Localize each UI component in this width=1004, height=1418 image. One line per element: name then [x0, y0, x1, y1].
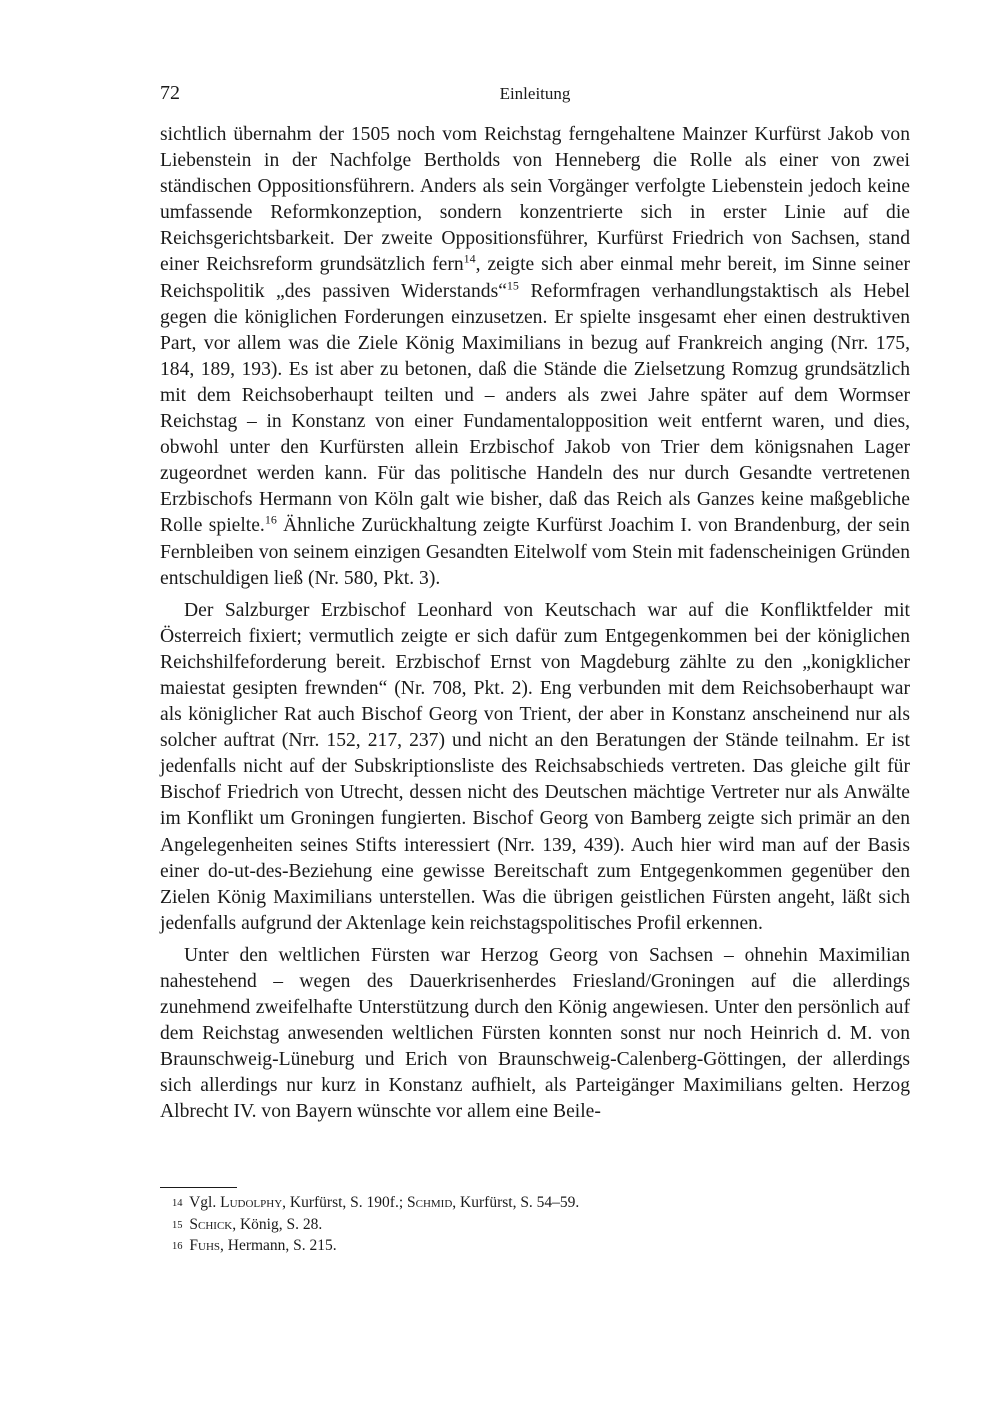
- footnote-text: , König, S. 28.: [232, 1215, 323, 1233]
- paragraph-text-segment: , zeigte sich aber einmal mehr bereit, im Sinne seiner Reichspolitik „des passiven Widerstands“: [160, 254, 910, 302]
- footnote-divider: [160, 1187, 237, 1188]
- footnote-author: Schmid: [407, 1194, 453, 1211]
- paragraph-text-segment: sichtlich übernahm der 1505 noch vom Reichstag ferngehaltene Mainzer Kurfürst Jakob von Liebenstein in der Nachfolge Bertholds von Henneberg die Rolle als einer von zwei ständischen Oppositionsführern. Anders als sein Vorgänger verfolgte Liebenstein jedoch keine umfassende Reformkonzeption, sondern konzentrierte sich in erster Linie auf die Reichsgerichtsbarkeit. Der zweite Oppositionsführer, Kurfürst Friedrich von Sachsen, stand einer Reichsreform grundsätzlich fern: [160, 124, 910, 276]
- footnotes: [160, 1193, 910, 1258]
- footnote-text: Vgl.: [189, 1194, 221, 1211]
- footnote-text: , Kurfürst, S. 190f.;: [282, 1194, 407, 1211]
- footnote-author: Schick: [189, 1215, 233, 1233]
- footnote-number: 15: [172, 1219, 183, 1231]
- paragraph-3: Unter den weltlichen Fürsten war Herzog Georg von Sachsen – ohnehin Maximilian nahestehend – wegen des Dauerkrisenherdes Friesland/Groningen auf die allerdings zunehmend zweifelhafte Unterstützung durch den König angewiesen. Unter den persönlich auf dem Reichstag anwesenden weltlichen Fürsten konnten sonst nur noch Heinrich d. M. von Braunschweig-Lüneburg und Erich von Braunschweig-Calenberg-Göttingen, der allerdings sich allerdings nur kurz in Konstanz aufhielt, als Parteigänger Maximilians gelten. Herzog Albrecht IV. von Bayern wünschte vor allem eine Beile-: [160, 944, 910, 1123]
- footnote-text: , Hermann, S. 215.: [220, 1237, 337, 1254]
- body-text: [160, 122, 910, 1126]
- footnote-15: [160, 1215, 910, 1237]
- paragraph-1: [160, 122, 910, 592]
- page-header: [160, 82, 910, 110]
- paragraph-text-segment: Reformfragen verhandlungstaktisch als Hebel gegen die königlichen Forderungen einzusetzen. Er spielte insgesamt eher einen destruktiven Part, vor allem was die Ziele König Maximilians in bezug auf Frankreich anging (Nrr. 175, 184, 189, 193). Es ist aber zu betonen, daß die Stände die Zielsetzung Romzug grundsätzlich mit dem Reichsoberhaupt teilten und – anders als zwei Jahre später auf dem Wormser Reichstag – in Konstanz von einer Fundamentalopposition weit entfernt waren, und dies, obwohl unter den Kurfürsten allein Erzbischof Jakob von Trier dem königsnahen Lager zugeordnet werden kann. Für das politische Handeln des nur durch Gesandte vertretenen Erzbischofs Hermann von Köln galt wie bisher, daß das Reich als Ganzes keine maßgebliche Rolle spielte.: [160, 280, 911, 537]
- running-head: Einleitung: [499, 84, 571, 103]
- document-page: [160, 0, 910, 1418]
- footnote-author: Fuhs: [189, 1237, 221, 1254]
- footnote-reference: 15: [506, 278, 519, 293]
- footnote-14: [160, 1193, 910, 1215]
- footnote-text: , Kurfürst, S. 54–59.: [452, 1194, 580, 1211]
- footnote-reference: 16: [264, 512, 277, 527]
- footnote-number: 14: [172, 1198, 183, 1209]
- page-number: 72: [160, 82, 180, 104]
- footnote-reference: 14: [463, 251, 476, 266]
- footnote-author: Ludolphy: [220, 1194, 283, 1211]
- paragraph-text-segment: Ähnliche Zurückhaltung zeigte Kurfürst Joachim I. von Brandenburg, der sein Fernbleiben von seinem einzigen Gesandten Eitelwolf vom Stein mit fadenscheinigen Gründen entschuldigen ließ (Nr. 580, Pkt. 3).: [160, 515, 910, 589]
- footnote-16: [160, 1236, 910, 1258]
- footnote-number: 16: [172, 1241, 183, 1252]
- paragraph-2: Der Salzburger Erzbischof Leonhard von Keutschach war auf die Konfliktfelder mit Österreich fixiert; vermutlich zeigte er sich dafür zum Entgegenkommen bei der königlichen Reichshilfeforderung bereit. Erzbischof Ernst von Magdeburg zählte zu den „konigklicher maiestat gesipten frewnden“ (Nr. 708, Pkt. 2). Eng verbunden mit dem Reichsoberhaupt war als königlicher Rat auch Bischof Georg von Trient, der aber in Konstanz anscheinend nur als solcher auftrat (Nrr. 152, 217, 237) und nicht an den Beratungen der Stände teilnahm. Er ist jedenfalls nicht auf der Subskriptionsliste des Reichsabschieds vertreten. Das gleiche gilt für Bischof Friedrich von Utrecht, dessen nicht des Deutschen mächtige Vertreter nur als Anwälte im Konflikt um Groningen fungierten. Bischof Georg von Bamberg zeigte sich primär an den Angelegenheiten seines Stifts interessiert (Nrr. 139, 439). Auch hier wird man auf der Basis einer do-ut-des-Beziehung eine gewisse Bereitschaft zum Entgegenkommen gegenüber den Zielen König Maximilians unterstellen. Was die übrigen geistlichen Fürsten angeht, läßt sich jedenfalls aufgrund der Aktenlage kein reichstagspolitisches Profil erkennen.: [160, 599, 910, 934]
